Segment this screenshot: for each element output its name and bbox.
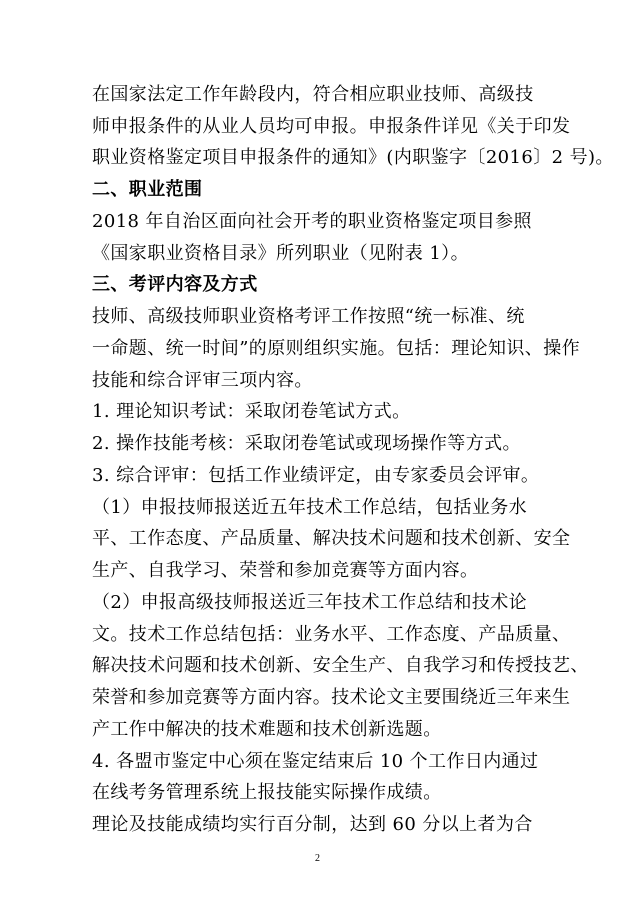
section-heading-content: 三、考评内容及方式 (92, 274, 258, 295)
paragraph-line: 一命题、统一时间”的原则组织实施。包括：理论知识、操作 (92, 338, 580, 359)
section-heading-scope: 二、职业范围 (92, 179, 203, 200)
paragraph-line: 4. 各盟市鉴定中心须在鉴定结束后 10 个工作日内通过 (92, 751, 539, 772)
paragraph-line: （2）申报高级技师报送近三年技术工作总结和技术论 (92, 592, 528, 613)
list-item: 2. 操作技能考核：采取闭卷笔试或现场操作等方式。 (92, 433, 521, 454)
paragraph-line: （1）申报技师报送近五年技术工作总结，包括业务水 (92, 497, 528, 518)
paragraph-line: 职业资格鉴定项目申报条件的通知》(内职鉴字〔2016〕2 号)。 (92, 147, 614, 168)
paragraph-line: 生产、自我学习、荣誉和参加竞赛等方面内容。 (92, 560, 479, 581)
paragraph-line: 《国家职业资格目录》所列职业（见附表 1）。 (92, 243, 469, 264)
paragraph-line: 在线考务管理系统上报技能实际操作成绩。 (92, 782, 442, 803)
paragraph-line: 荣誉和参加竞赛等方面内容。技术论文主要围绕近三年来生 (92, 687, 571, 708)
paragraph-line: 平、工作态度、产品质量、解决技术问题和技术创新、安全 (92, 528, 571, 549)
paragraph-line: 技师、高级技师职业资格考评工作按照“统一标准、统 (92, 306, 525, 327)
paragraph-line: 技能和综合评审三项内容。 (92, 370, 313, 391)
paragraph-line: 文。技术工作总结包括：业务水平、工作态度、产品质量、 (92, 624, 571, 645)
paragraph-line: 解决技术问题和技术创新、安全生产、自我学习和传授技艺、 (92, 655, 589, 676)
list-item: 3. 综合评审：包括工作业绩评定，由专家委员会评审。 (92, 465, 540, 486)
paragraph-line: 师申报条件的从业人员均可申报。申报条件详见《关于印发 (92, 116, 571, 137)
paragraph-line: 2018 年自治区面向社会开考的职业资格鉴定项目参照 (92, 211, 532, 232)
paragraph-line: 理论及技能成绩均实行百分制，达到 60 分以上者为合 (92, 814, 533, 835)
list-item: 1. 理论知识考试：采取闭卷笔试方式。 (92, 401, 411, 422)
paragraph-line: 产工作中解决的技术难题和技术创新选题。 (92, 719, 442, 740)
page-number: 2 (315, 853, 320, 864)
paragraph-line: 在国家法定工作年龄段内，符合相应职业技师、高级技 (92, 84, 534, 105)
